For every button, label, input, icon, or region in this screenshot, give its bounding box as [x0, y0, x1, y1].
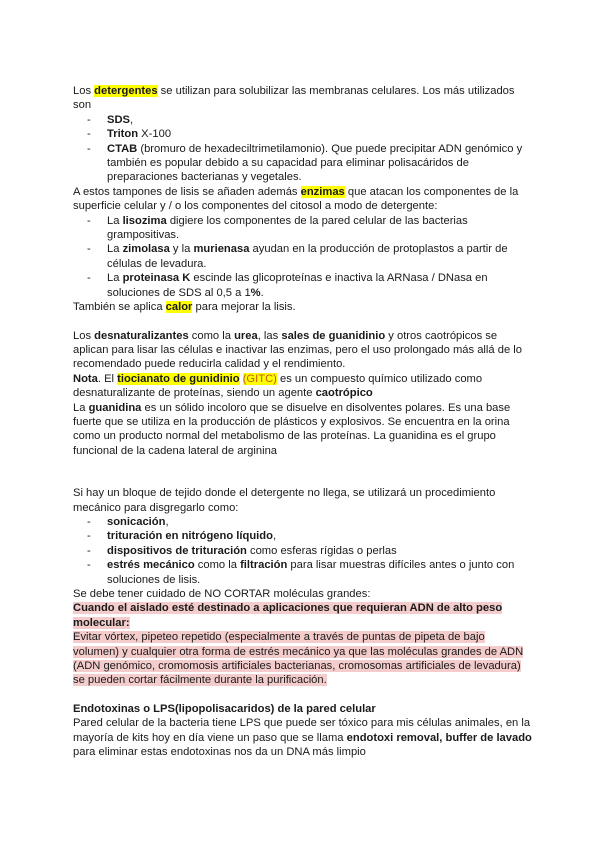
- term: zimolasa: [122, 243, 170, 256]
- text: A estos tampones de lisis se añaden además: [73, 185, 301, 198]
- text: para mejorar la lisis.: [192, 301, 296, 314]
- endotoxins-heading: Endotoxinas o LPS(lipopolisacaridos) de la pared celular: [73, 702, 376, 715]
- text: (bromuro de hexadeciltrimetilamonio). Que puede precipitar ADN genómico y también es popular debido a su capacidad para eliminar polisacáridos de preparaciones bacterianas y vegetales.: [107, 142, 523, 184]
- heat-line: [73, 300, 533, 314]
- warning-heading: [73, 601, 533, 630]
- text: X-100: [138, 128, 172, 141]
- list-item: [73, 544, 533, 558]
- highlight-enzimas: enzimas: [300, 185, 345, 198]
- text: y la: [169, 243, 194, 256]
- text: ,: [130, 113, 134, 126]
- highlight-detergentes: detergentes: [94, 85, 158, 97]
- text: .: [260, 286, 264, 299]
- highlight-tiocianato: tiocianato de gunidinio: [117, 372, 240, 385]
- enzyme-list: [73, 214, 533, 300]
- term: proteinasa K: [122, 272, 191, 285]
- text: que atacan los componentes de la superficie celular y / o los componentes del citosol a modo de detergente:: [73, 185, 519, 213]
- list-item: [73, 127, 533, 141]
- text: y otros caotrópicos se aplican para lisar las células e inactivar las enzimas, pero el uso prolongado más allá de lo recomendado puede reducirla calidad y el rendimiento.: [73, 329, 522, 371]
- endotoxins-paragraph: [73, 716, 533, 759]
- highlight-warning-text: Evitar vórtex, pipeteo repetido (especialmente a través de puntas de pipeta de bajo volumen) y cualquier otra forma de estrés mecánico ya que las moléculas grandes de ADN (ADN genómico, cromomosis artificiales bacterianas, cromosomas artificiales de levadura) se pueden cortar fácilmente durante la purificación.: [73, 631, 524, 687]
- highlight-calor: calor: [165, 301, 193, 314]
- term: sales de guanidinio: [281, 329, 386, 342]
- spacer: [73, 688, 533, 702]
- term: caotrópico: [315, 387, 373, 400]
- mechanical-list: [73, 515, 533, 587]
- list-item: [73, 515, 533, 529]
- highlight-warning: Cuando el aislado esté destinado a aplicaciones que requieran ADN de alto peso molecular:: [73, 602, 503, 629]
- text: La: [107, 214, 123, 227]
- text: ,: [165, 515, 169, 528]
- term: Triton: [107, 128, 139, 141]
- term: desnaturalizantes: [94, 329, 189, 342]
- warning-text: [73, 630, 533, 688]
- mechanical-intro: Si hay un bloque de tejido donde el detergente no llega, se utilizará un procedimiento mecánico para disgregarlo como:: [73, 487, 496, 514]
- text: escinde las glicoproteínas e inactiva la ARNasa / DNasa en soluciones de SDS al 0,5 a 1: [107, 272, 488, 299]
- text: como esferas rígidas o perlas: [246, 544, 397, 557]
- text: como la: [188, 329, 235, 342]
- text: digiere los componentes de la pared celular de las bacterias grampositivas.: [107, 214, 468, 242]
- document-page: [73, 84, 533, 759]
- text: . El: [97, 372, 118, 385]
- term: trituración en nitrógeno líquido: [107, 530, 273, 543]
- text: Los: [73, 85, 95, 97]
- list-item: [73, 558, 533, 587]
- detergents-intro: [73, 84, 533, 113]
- text: La: [107, 243, 123, 256]
- term: %: [250, 286, 261, 299]
- term: sonicación: [107, 515, 166, 528]
- term: filtración: [240, 559, 288, 572]
- text: Los: [73, 329, 95, 342]
- term: dispositivos de trituración: [107, 544, 247, 557]
- note-paragraph: [73, 372, 533, 401]
- text: , las: [257, 329, 282, 342]
- list-item: [73, 242, 533, 271]
- term: lisozima: [122, 214, 167, 227]
- term: Nota: [73, 372, 98, 385]
- guanidine-paragraph: [73, 401, 533, 459]
- text: es un sólido incoloro que se disuelve en disolventes polares. Es una base fuerte que se utiliza en la producción de plásticos y explosivos. Se encuentra en la orina como un producto normal del metabolismo de las proteínas. La guanidina es el grupo funcional de la cadena lateral de arginina: [73, 401, 511, 457]
- term: CTAB: [107, 142, 138, 155]
- list-item: [73, 142, 533, 185]
- term: SDS: [107, 113, 131, 126]
- detergent-list: [73, 113, 533, 185]
- text: También se aplica: [73, 301, 166, 314]
- text: ayudan en la producción de protoplastos a partir de células de levadura.: [107, 243, 508, 270]
- list-item: [73, 113, 533, 127]
- caution-line: Se debe tener cuidado de NO CORTAR moléculas grandes:: [73, 588, 371, 600]
- text: se utilizan para solubilizar las membranas celulares. Los más utilizados son: [73, 85, 515, 112]
- highlight-gitc: (GITC): [242, 372, 277, 385]
- text: ,: [272, 530, 277, 543]
- spacer: [73, 315, 533, 329]
- term: murienasa: [193, 243, 250, 256]
- enzymes-intro: [73, 185, 533, 214]
- text: La: [107, 272, 123, 285]
- term: endotoxi removal, buffer de lavado: [346, 731, 532, 744]
- term: urea: [234, 329, 258, 342]
- text: para eliminar estas endotoxinas nos da un DNA más limpio: [73, 746, 366, 759]
- term: estrés mecánico: [107, 559, 195, 572]
- text: como la: [194, 559, 241, 572]
- list-item: [73, 529, 533, 543]
- text: La: [73, 401, 89, 414]
- text: Pared celular de la bacteria tiene LPS que puede ser tóxico para mis células animales, en la mayoría de kits hoy en día viene un paso que se llama: [73, 717, 531, 744]
- denaturants-paragraph: [73, 329, 533, 372]
- text: es un compuesto químico utilizado como desnaturalizante de proteínas, siendo un agente: [73, 372, 483, 400]
- list-item: [73, 214, 533, 243]
- list-item: [73, 271, 533, 300]
- spacer: [73, 458, 533, 486]
- text: para lisar muestras difíciles antes o junto con soluciones de lisis.: [107, 559, 515, 586]
- term: guanidina: [88, 401, 142, 414]
